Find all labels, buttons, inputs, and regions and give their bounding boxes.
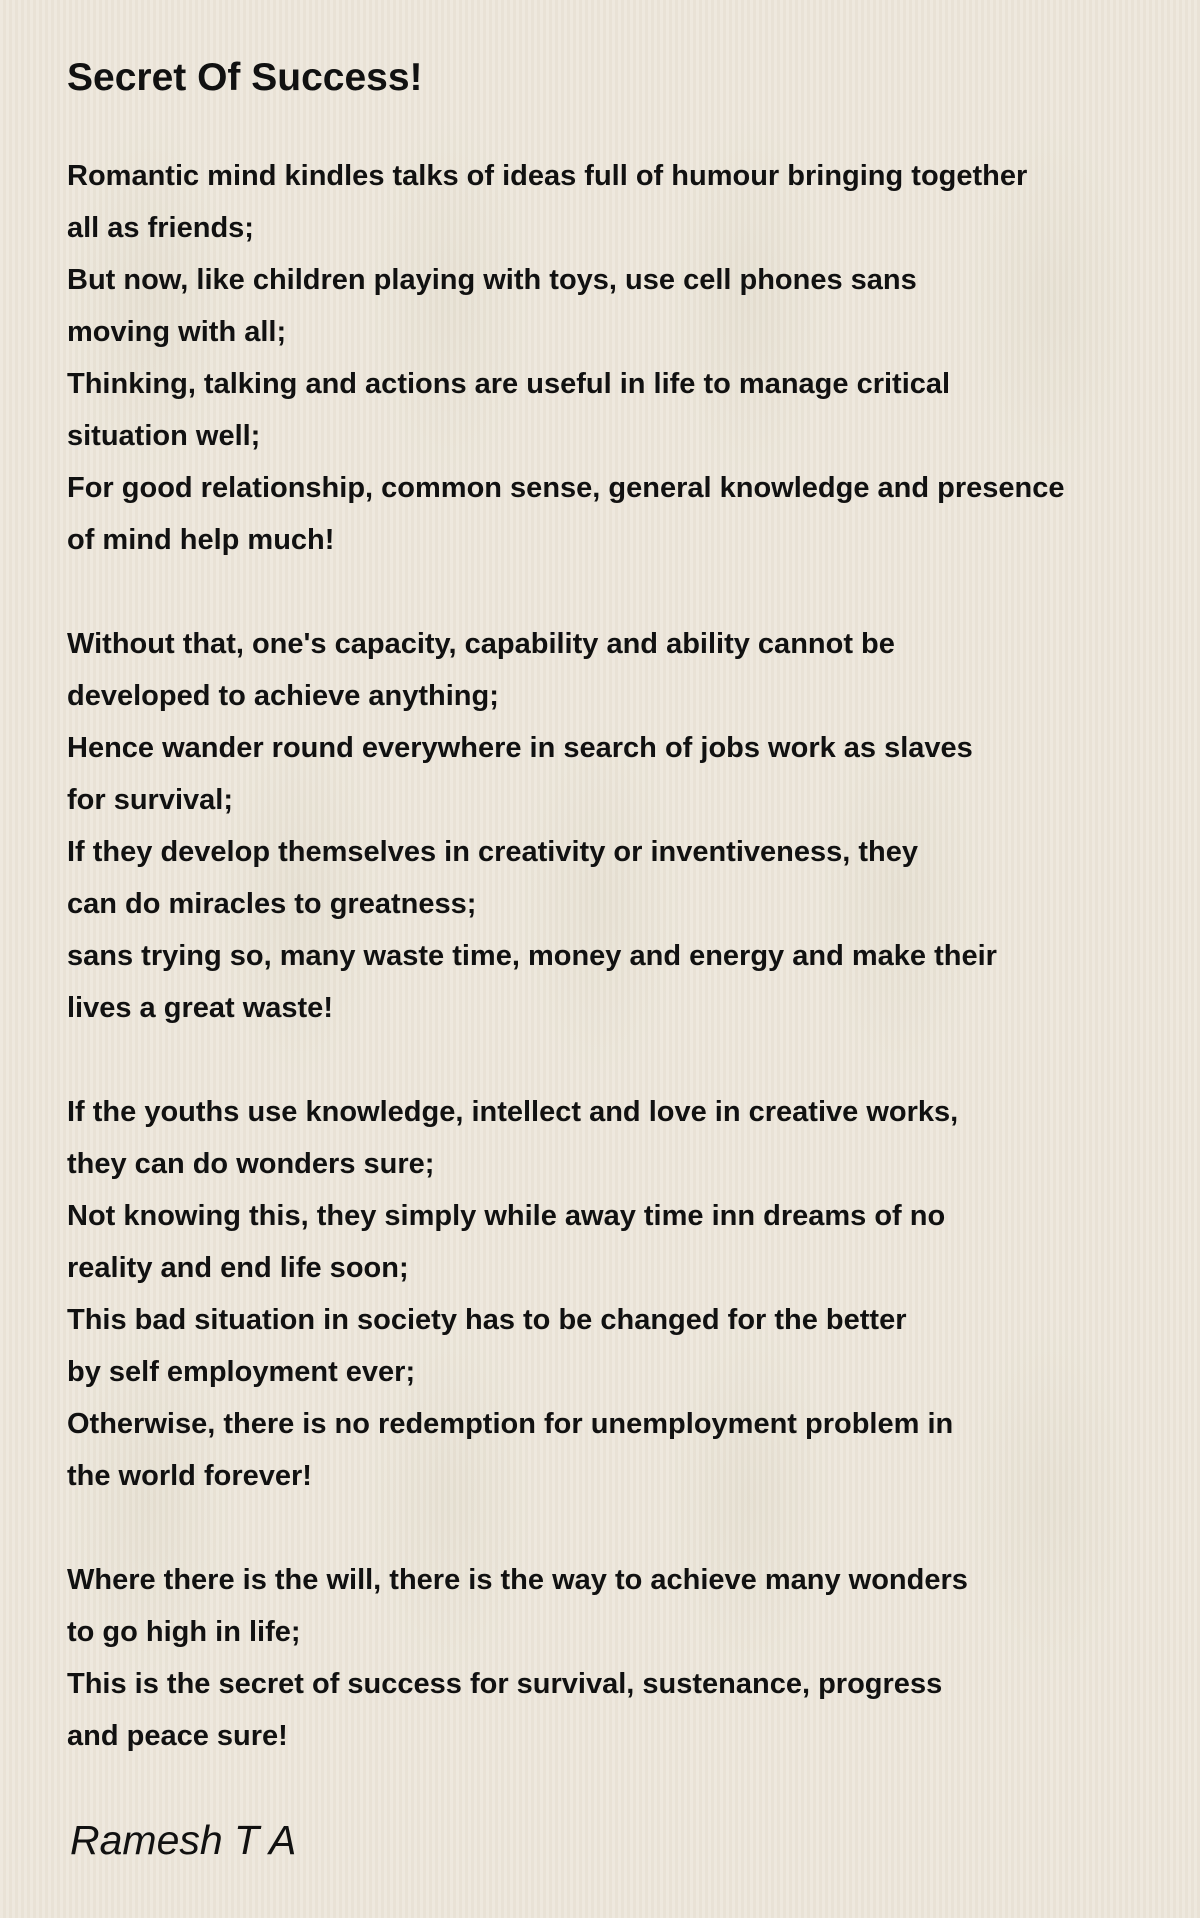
stanza-3 [67, 1086, 1187, 1502]
poem-line: Thinking, talking and actions are useful in life to manage critical [67, 368, 951, 400]
poem-title: Secret Of Success! [67, 56, 423, 99]
author-signature: Ramesh T A [70, 1817, 297, 1863]
stanza-4 [67, 1554, 1187, 1762]
poem-line: developed to achieve anything; [67, 680, 499, 712]
poem-line: can do miracles to greatness; [67, 888, 477, 920]
poem-line: and peace sure! [67, 1720, 288, 1752]
poem-line: reality and end life soon; [67, 1252, 409, 1284]
poem-line: situation well; [67, 420, 261, 452]
poem-line: lives a great waste! [67, 992, 333, 1024]
poem-line: But now, like children playing with toys, use cell phones sans [67, 264, 917, 296]
poem-line: sans trying so, many waste time, money and energy and make their [67, 940, 997, 972]
poem-body [67, 150, 1187, 1762]
poem-page [67, 48, 1187, 1762]
poem-line: by self employment ever; [67, 1356, 416, 1388]
poem-line: Not knowing this, they simply while away time inn dreams of no [67, 1200, 946, 1232]
poem-line: to go high in life; [67, 1616, 301, 1648]
poem-line: Where there is the will, there is the way to achieve many wonders [67, 1564, 968, 1596]
poem-line: all as friends; [67, 212, 254, 244]
poem-line: For good relationship, common sense, general knowledge and presence [67, 472, 1065, 504]
poem-line: they can do wonders sure; [67, 1148, 435, 1180]
poem-line: Otherwise, there is no redemption for unemployment problem in [67, 1408, 954, 1440]
poem-line: of mind help much! [67, 524, 335, 556]
poem-line: moving with all; [67, 316, 287, 348]
poem-line: Without that, one's capacity, capability and ability cannot be [67, 628, 895, 660]
poem-line: This bad situation in society has to be changed for the better [67, 1304, 907, 1336]
poem-line: If the youths use knowledge, intellect and love in creative works, [67, 1096, 959, 1128]
stanza-2 [67, 618, 1187, 1034]
stanza-1 [67, 150, 1187, 566]
poem-line: This is the secret of success for survival, sustenance, progress [67, 1668, 943, 1700]
poem-line: the world forever! [67, 1460, 312, 1492]
poem-line: If they develop themselves in creativity or inventiveness, they [67, 836, 918, 868]
poem-line: Hence wander round everywhere in search of jobs work as slaves [67, 732, 973, 764]
poem-line: Romantic mind kindles talks of ideas full of humour bringing together [67, 160, 1028, 192]
poem-line: for survival; [67, 784, 233, 816]
